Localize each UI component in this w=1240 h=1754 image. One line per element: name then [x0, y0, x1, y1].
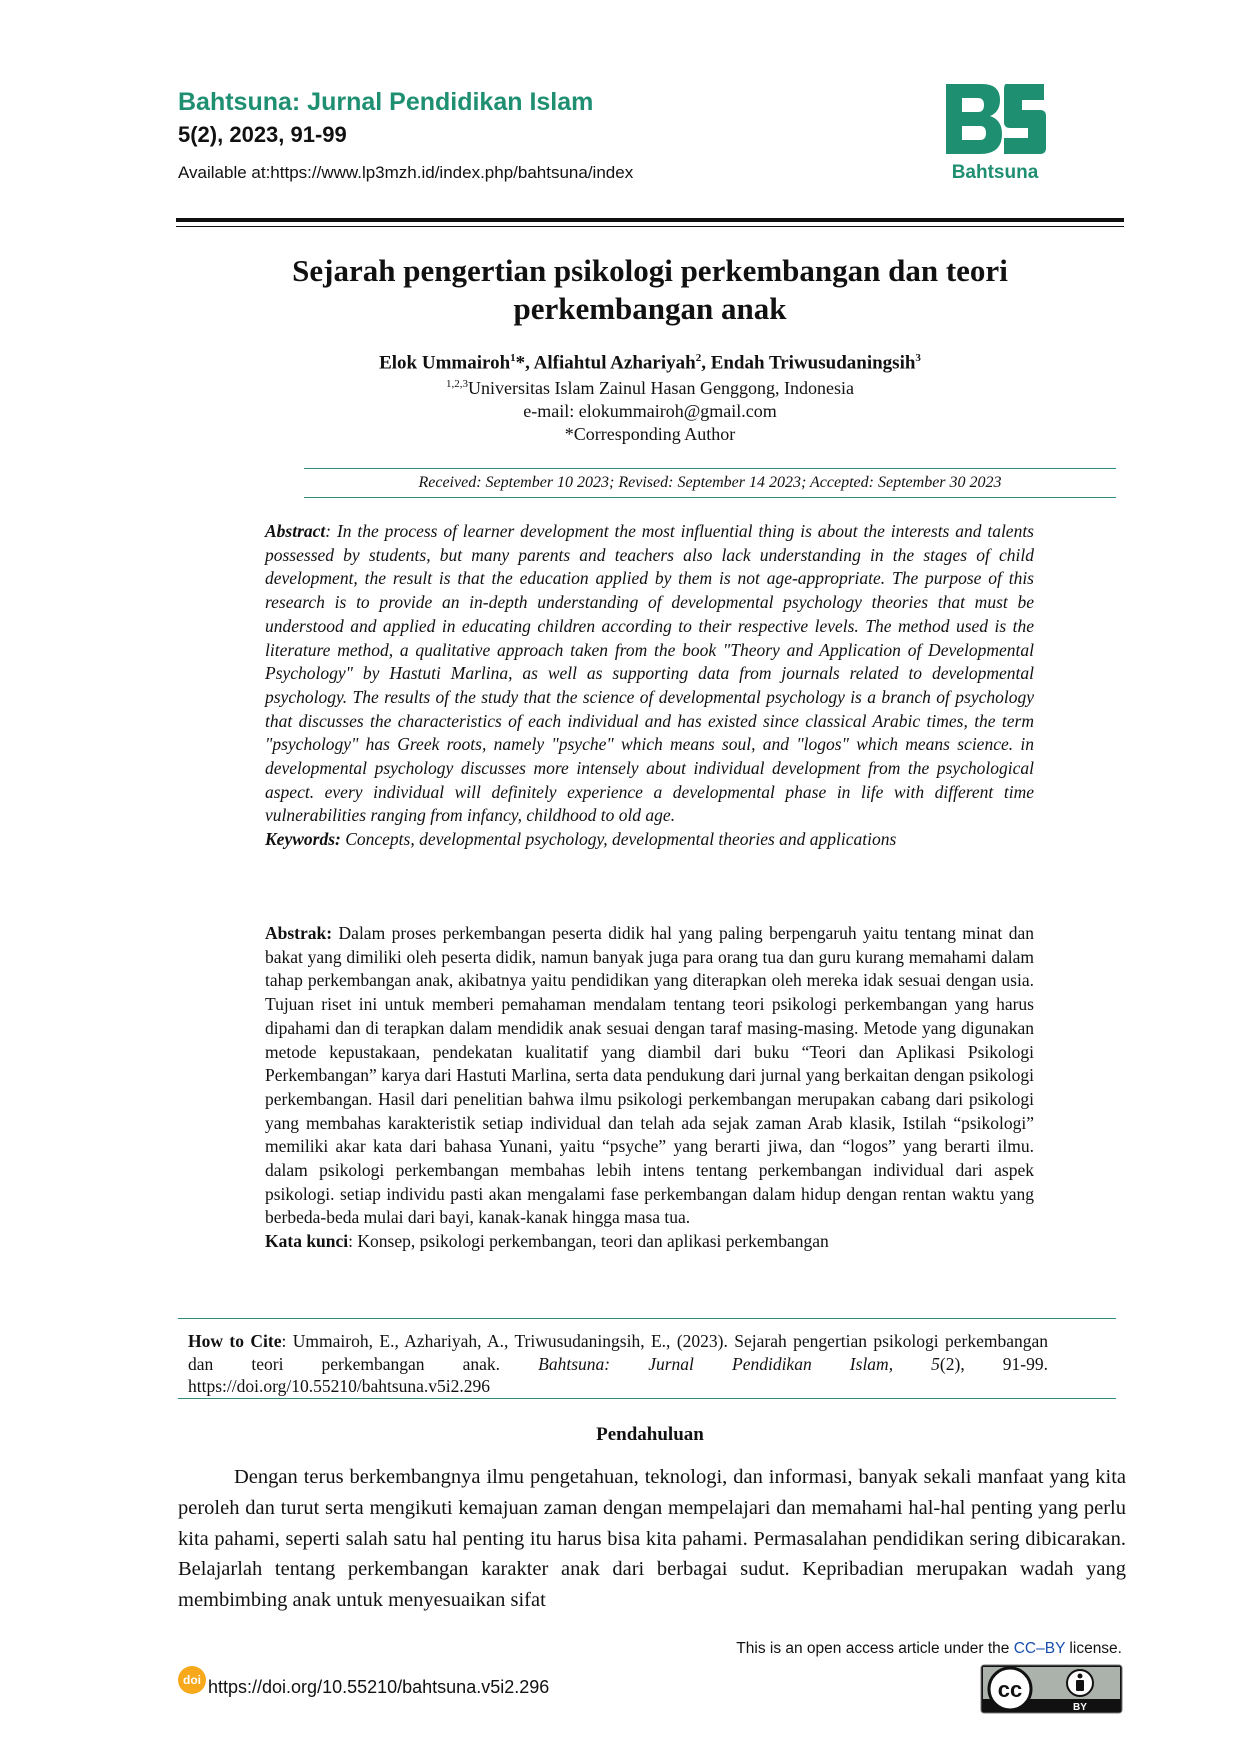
logo-text: Bahtsuna	[951, 162, 1039, 183]
oa-text: This is an open access article under the	[736, 1640, 1014, 1657]
cc-by-icon	[980, 1664, 1123, 1714]
affiliation-text: Universitas Islam Zainul Hasan Genggong, Indonesia	[468, 378, 854, 398]
author-affil-sup: 1	[510, 352, 516, 364]
cite-rule-top	[178, 1318, 1116, 1319]
abstrak-text: Dalam proses perkembangan peserta didik hal yang paling berpengaruh yaitu tentang minat dan bakat yang dimiliki oleh peserta didik, namun banyak juga para orang tua dan guru kurang memahami dalam tahap perkembangan anak, akibatnya yaitu pendidikan yang diterapkan oleh mereka idak sesuai dengan usia. Tujuan riset ini untuk memberi pemahaman mendalam tentang teori psikologi perkembangan yang harus dipahami dan di terapkan dalam mendidik anak sesuai dengan taraf masing-masing. Metode yang digunakan metode kepustakaan, pendekatan kualitatif yang diambil dari buku “Teori dan Aplikasi Psikologi Perkembangan” karya dari Hastuti Marlina, serta data pendukung dari jurnal yang berkaitan dengan psikologi perkembangan. Hasil dari penelitian bahwa ilmu psikologi perkembangan merupakan cabang dari psikologi yang membahas karakteristik setiap individual dan telah ada sejak zaman Arab klasik, Istilah “psikologi” memiliki akar kata dari bahasa Yunani, yaitu “psyche” yang berarti jiwa, dan “logos” yang berarti ilmu. dalam psikologi perkembangan membahas lebih intens tentang perkembangan individual dari aspek psikologi. setiap individu pasti akan mengalami fase perkembangan dalam hidup dengan rentan waktu yang berbeda-beda mulai dari bayi, kanak-kanak hingga masa tua.	[265, 923, 1034, 1228]
logo-mark-icon	[940, 82, 1050, 162]
open-access-note	[690, 1640, 1122, 1658]
author-email[interactable]: e-mail: elokummairoh@gmail.com	[523, 401, 777, 421]
kata-kunci-text: : Konsep, psikologi perkembangan, teori dan aplikasi perkembangan	[348, 1231, 829, 1252]
corresponding-mark: *	[515, 352, 526, 374]
keywords-text: Concepts, developmental psychology, developmental theories and applications	[340, 829, 897, 850]
header-rule-thin	[176, 226, 1124, 227]
header-rule	[176, 218, 1124, 222]
cite-text: : Ummairoh, E., Azhariyah, A., Triwusudaningsih, E., (2023). Sejarah pengertian psikologi perkembangan dan teori perkembangan anak.	[188, 1331, 1048, 1374]
journal-logo	[940, 82, 1050, 190]
abstract-text: : In the process of learner development the most influential thing is about the interests and talents possessed by students, but many parents and teachers also lack understanding in the stages of child development, the result is that the education applied by them is not age-appropriate. The purpose of this research is to provide an in-depth understanding of developmental psychology theories that must be understood and applied in educating children according to their respective levels. The method used is the literature method, a qualitative approach taken from the book "Theory and Application of Developmental Psychology" by Hastuti Marlina, as well as supporting data from journals related to developmental psychology. The results of the study that the science of developmental psychology is a branch of psychology that discusses the characteristics of each individual and has existed since classical Arabic times, the term "psychology" has Greek roots, namely "psyche" which means soul, and "logos" which means science. in developmental psychology discusses more intensely about individual development from the psychological aspect. every individual will definitely experience a developmental phase in life with different time vulnerabilities ranging from infancy, childhood to old age.	[265, 521, 1034, 826]
author-affil-sup: 3	[915, 352, 921, 364]
author-name: Elok Ummairoh	[379, 352, 511, 374]
author-affil-sup: 2	[695, 352, 702, 364]
how-to-cite	[188, 1330, 1048, 1398]
article-dates: Received: September 10 2023; Revised: September 14 2023; Accepted: September 30 2023	[418, 474, 1002, 491]
cite-doi[interactable]: (2), 91-99. https://doi.org/10.55210/bahtsuna.v5i2.296	[188, 1353, 1049, 1396]
body-paragraph-text: Dengan terus berkembangnya ilmu pengetahuan, teknologi, dan informasi, banyak sekali manfaat yang kita peroleh dan turut serta mengikuti kemajuan zaman dengan mempelajari dan memahami hal-hal penting yang perlu kita pahami, seperti salah satu hal penting itu harus bisa kita pahami. Permasalahan pendidikan sering dibicarakan. Belajarlah tentang perkembangan karakter anak dari berbagai sudut. Kepribadian merupakan wadah yang membimbing anak untuk menyesuaikan sifat	[178, 1466, 1126, 1612]
abstract-id	[265, 922, 1034, 1254]
cite-journal: Bahtsuna: Jurnal Pendidikan Islam, 5	[538, 1353, 940, 1374]
cc-glyph: cc	[997, 1677, 1023, 1702]
dates-rule-bottom	[304, 497, 1116, 498]
journal-name: Bahtsuna: Jurnal Pendidikan Islam	[178, 88, 594, 116]
by-glyph: BY	[1073, 1702, 1087, 1713]
affiliation-sup: 1,2,3	[446, 378, 469, 390]
author-name: Alfiahtul Azhariyah	[533, 352, 696, 374]
author-name: Endah Triwusudaningsih	[710, 352, 916, 374]
journal-url[interactable]: Available at:https://www.lp3mzh.id/index.php/bahtsuna/index	[178, 163, 634, 182]
article-title: Sejarah pengertian psikologi perkembangan dan teori perkembangan anak	[292, 253, 1008, 326]
doi-link[interactable]: https://doi.org/10.55210/bahtsuna.v5i2.296	[208, 1677, 550, 1697]
abstract-label: Abstract	[265, 521, 326, 541]
abstrak-label: Abstrak:	[265, 923, 333, 943]
keywords-label: Keywords:	[265, 829, 341, 850]
kata-kunci-label: Kata kunci	[265, 1231, 349, 1252]
body-paragraph	[178, 1462, 1126, 1616]
oa-text-end: license.	[1065, 1640, 1122, 1657]
cite-label: How to Cite	[188, 1331, 282, 1351]
license-link[interactable]: CC–BY	[1013, 1640, 1066, 1657]
author-list: Elok Ummairoh$^1$*, Alfiahtul Azhariyah$^2$, Endah Triwusudaningsih$^3$	[379, 352, 921, 374]
cc-by-badge[interactable]	[980, 1664, 1123, 1714]
section-heading: Pendahuluan	[596, 1424, 704, 1445]
cite-rule-bottom	[178, 1398, 1116, 1399]
corresponding-note: *Corresponding Author	[564, 424, 736, 444]
doi-icon: doi	[178, 1666, 206, 1694]
dates-rule-top	[304, 468, 1116, 469]
abstract-en	[265, 520, 1034, 852]
journal-issue: 5(2), 2023, 91-99	[178, 122, 347, 147]
affiliation	[200, 378, 1100, 399]
